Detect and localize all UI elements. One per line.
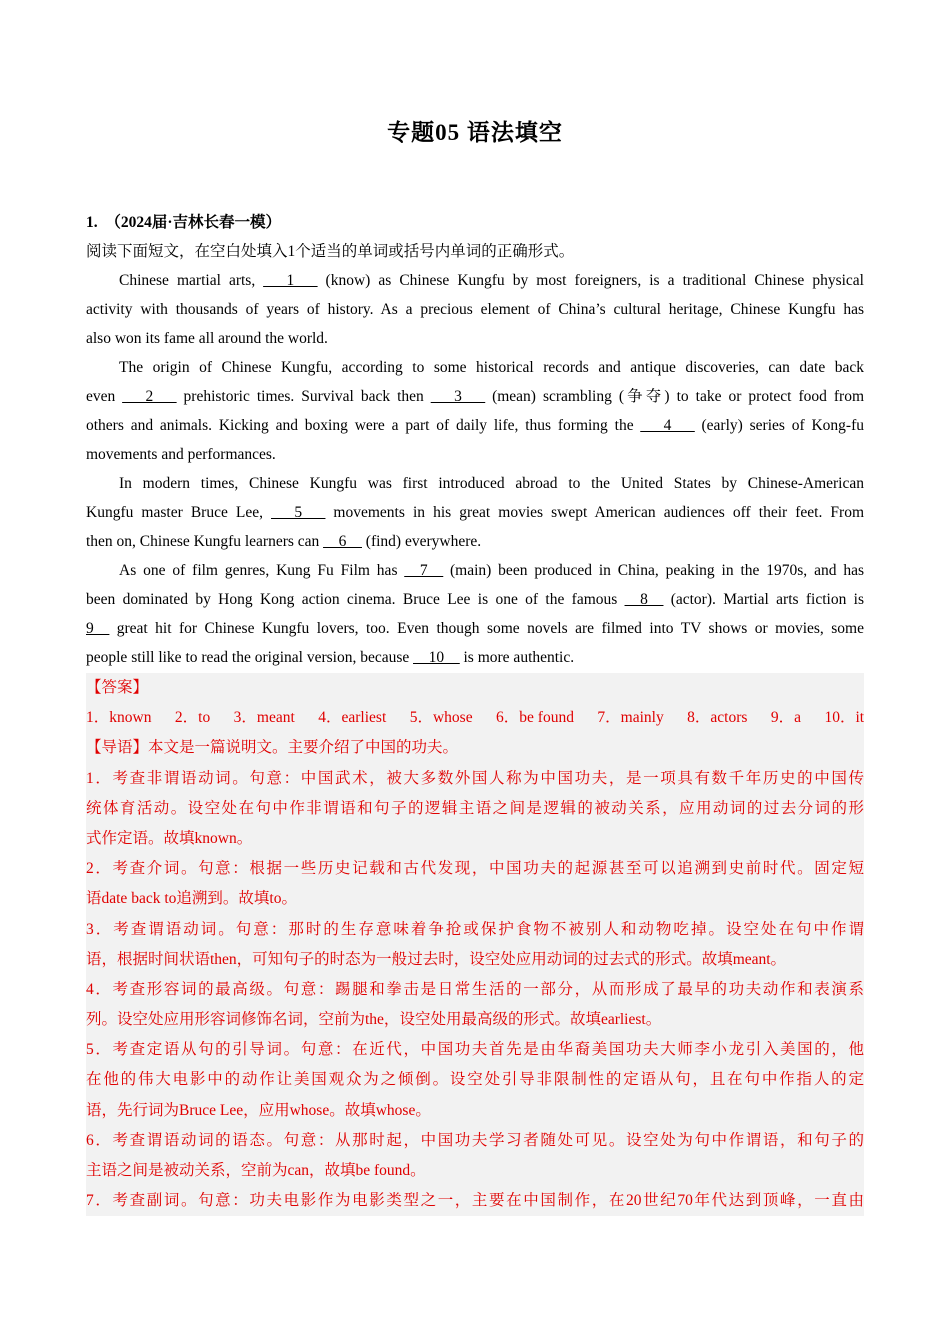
passage-line: even ___2___ prehistoric times. Survival back then ___3___ (mean) scrambling (争夺) to take or protect food from — [86, 388, 864, 405]
question-number: 1. — [86, 214, 98, 231]
explanation-line: 语date back to追溯到。故填to。 — [86, 890, 297, 908]
answer-section — [86, 673, 864, 1216]
explanation-line: 7．考查副词。句意：功夫电影作为电影类型之一，主要在中国制作，在20世纪70年代达到顶峰，一直由 — [86, 1192, 864, 1210]
blank-9: 9__ — [86, 620, 110, 637]
answer-item: 1．known — [86, 709, 152, 727]
answer-item: 7．mainly — [597, 709, 664, 727]
instruction: 阅读下面短文，在空白处填入1个适当的单词或括号内单词的正确形式。 — [86, 243, 575, 260]
passage-line: movements and performances. — [86, 446, 276, 463]
answer-item: 5．whose — [409, 709, 473, 727]
blank-6: __6__ — [323, 533, 362, 550]
explanation-line: 主语之间是被动关系，空前为can，故填be found。 — [86, 1162, 426, 1179]
passage-line: been dominated by Hong Kong action cinema. Bruce Lee is one of the famous __8__ (actor). Martial arts fiction is — [86, 591, 864, 608]
blank-7: __7__ — [404, 562, 444, 579]
blank-4: ___4___ — [640, 417, 695, 434]
page-title: 专题05 语法填空 — [387, 120, 563, 145]
blank-10: __10__ — [413, 649, 460, 666]
answer-list — [86, 703, 864, 733]
explanation-line: 在他的伟大电影中的动作让美国观众为之倾倒。设空处引导非限制性的定语从句，且在句中作指人的定 — [86, 1071, 864, 1089]
answer-item: 3．meant — [233, 709, 295, 727]
passage-line: also won its fame all around the world. — [86, 330, 328, 347]
question-header — [86, 208, 864, 237]
passage-line: Chinese martial arts, ___1___ (know) as Chinese Kungfu by most foreigners, is a traditional Chinese physical — [119, 272, 864, 289]
passage-line: As one of film genres, Kung Fu Film has __7__ (main) been produced in China, peaking in the 1970s, and has — [119, 562, 864, 579]
passage-line: The origin of Chinese Kungfu, according to some historical records and antique discoveries, can date back — [119, 359, 864, 376]
guide-label: 【导语】 — [86, 739, 149, 757]
answer-item: 4．earliest — [318, 709, 387, 727]
explanation-line: 统体育活动。设空处在句中作非谓语和句子的逻辑主语之间是逻辑的被动关系，应用动词的过去分词的形 — [86, 799, 864, 817]
passage-line: then on, Chinese Kungfu learners can __6__ (find) everywhere. — [86, 533, 482, 550]
passage-line: people still like to read the original version, because __10__ is more authentic. — [86, 649, 575, 666]
guide-line — [86, 733, 864, 763]
passage-line: In modern times, Chinese Kungfu was first introduced abroad to the United States by Chinese-American — [119, 475, 864, 492]
blank-1: ___1___ — [263, 272, 318, 289]
blank-2: ___2___ — [122, 388, 177, 405]
blank-5: ___5___ — [271, 504, 326, 521]
explanation-line: 语，先行词为Bruce Lee，应用whose。故填whose。 — [86, 1101, 431, 1119]
guide-text: 本文是一篇说明文。主要介绍了中国的功夫。 — [148, 739, 459, 757]
question-block — [86, 208, 864, 1216]
answer-item: 9．a — [770, 709, 802, 727]
passage-line: 9__ great hit for Chinese Kungfu lovers, too. Even though some novels are filmed into TV shows or movies, some — [86, 620, 864, 637]
answer-item: 6．be found — [496, 709, 574, 727]
explanation-line: 2．考查介词。句意：根据一些历史记载和古代发现，中国功夫的起源甚至可以追溯到史前时代。固定短 — [86, 860, 864, 878]
answer-item: 10．it — [824, 709, 865, 727]
answer-item: 2．to — [174, 709, 211, 727]
explanation-line: 5．考查定语从句的引导词。句意：在近代，中国功夫首先是由华裔美国功夫大师李小龙引入美国的，他 — [86, 1041, 864, 1059]
explanation-line: 6．考查谓语动词的语态。句意：从那时起，中国功夫学习者随处可见。设空处为句中作谓语，和句子的 — [86, 1131, 864, 1149]
explanation-line: 式作定语。故填known。 — [86, 829, 253, 847]
blank-8: __8__ — [624, 591, 664, 608]
explanation-line: 语，根据时间状语then，可知句子的时态为一般过去时，设空处应用动词的过去式的形式。故填meant。 — [86, 950, 787, 968]
answer-item: 8．actors — [687, 709, 748, 727]
question-source: （2024届·吉林长春一模） — [105, 214, 282, 231]
explanation-line: 1．考查非谓语动词。句意：中国武术，被大多数外国人称为中国功夫，是一项具有数千年历史的中国传 — [86, 769, 864, 787]
passage — [86, 266, 864, 672]
passage-line: activity with thousands of years of history. As a precious element of China’s cultural heritage, Chinese Kungfu has — [86, 301, 864, 318]
blank-3: ___3___ — [430, 388, 486, 405]
explanation-line: 列。设空处应用形容词修饰名词，空前为the，设空处用最高级的形式。故填earliest。 — [86, 1011, 662, 1029]
explanation-line: 4．考查形容词的最高级。句意：踢腿和拳击是日常生活的一部分，从而形成了最早的功夫动作和表演系 — [86, 980, 864, 998]
explanation-line: 3．考查谓语动词。句意：那时的生存意味着争抢或保护食物不被别人和动物吃掉。设空处在句中作谓 — [86, 920, 864, 938]
passage-line: Kungfu master Bruce Lee, ___5___ movements in his great movies swept American audiences off their feet. From — [86, 504, 864, 521]
answer-header: 【答案】 — [86, 679, 149, 696]
passage-line: others and animals. Kicking and boxing were a part of daily life, thus forming the ___4___ (early) series of Kong-fu — [86, 417, 864, 434]
